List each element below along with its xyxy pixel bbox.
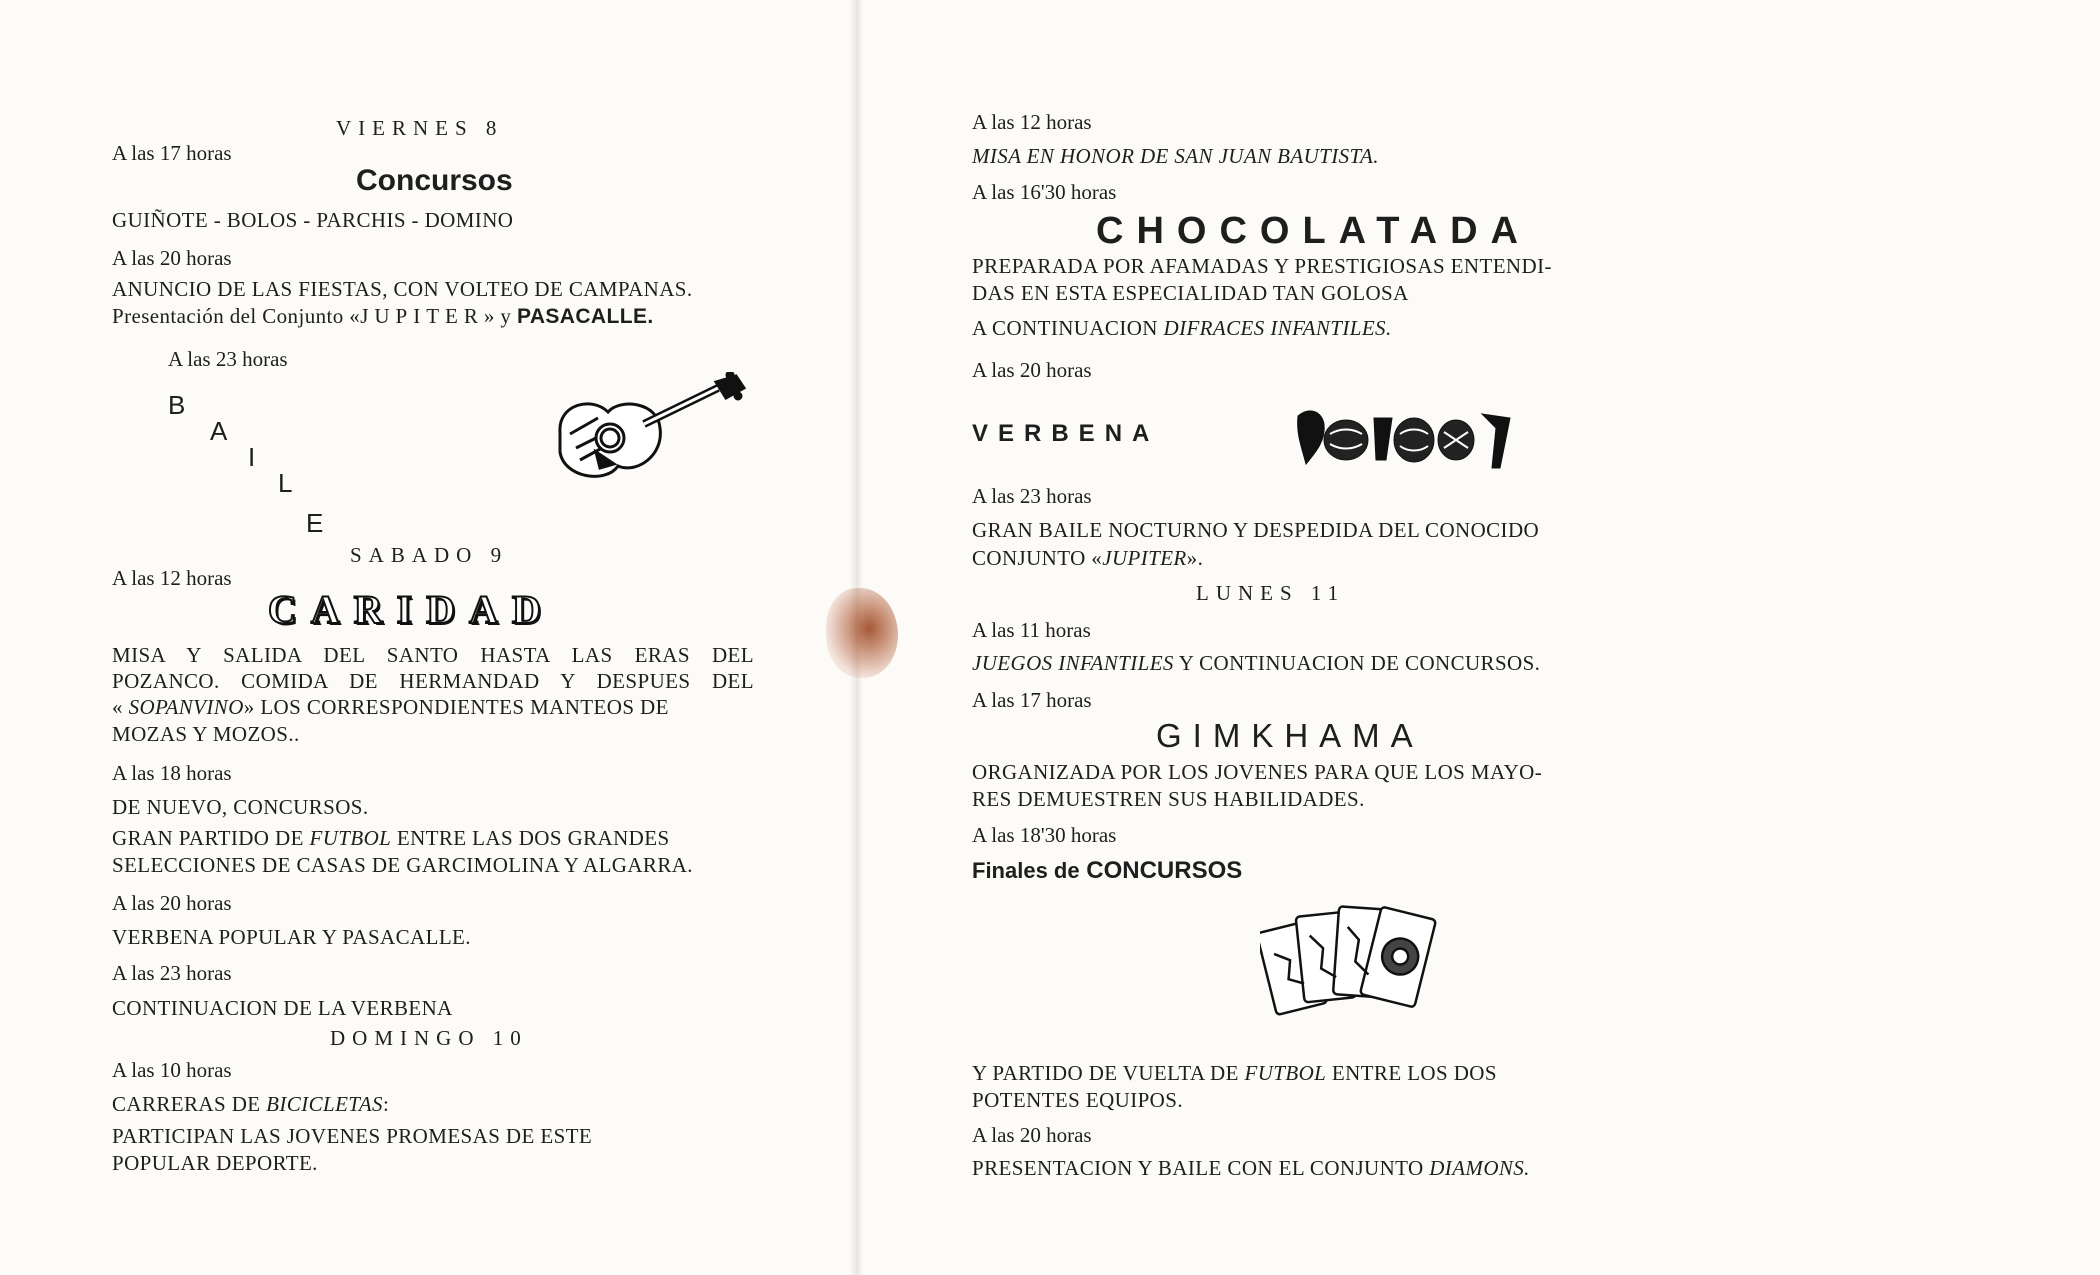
time-label: A las 20 horas [112,891,232,915]
gran-baile-text-line: GRAN BAILE NOCTURNO Y DESPEDIDA DEL CONOCIDO [972,518,1540,542]
vuelta-suffix: ENTRE LOS DOS [1331,1061,1497,1085]
gimkhama-heading: GIMKHAMA [1156,717,1424,754]
manteos-text: » LOS CORRESPONDIENTES MANTEOS DE [243,695,669,719]
time-label: A las 23 horas [168,347,288,371]
misa-text-line [112,697,754,718]
presentacion-prefix: Presentación del Conjunto « [112,304,361,328]
partido-text-line [112,828,670,849]
verbena-popular-text: VERBENA POPULAR Y PASACALLE. [112,925,471,949]
time-label: A las 18 horas [112,761,232,785]
time-label: A las 23 horas [972,484,1092,508]
pasacalle-text: PASACALLE. [516,305,654,328]
presentacion-text [112,306,654,327]
day-heading-lunes: LUNES 11 [1196,581,1346,605]
participan-text-line: PARTICIPAN LAS JOVENES PROMESAS DE ESTE [112,1124,593,1148]
baile-letter: E [306,508,324,538]
anuncio-text: ANUNCIO DE LAS FIESTAS, CON VOLTEO DE CAMPANAS. [112,277,693,301]
diamons-text: DIAMONS. [1429,1156,1530,1180]
time-label: A las 11 horas [972,618,1091,642]
baile-letter: I [248,442,256,472]
vuelta-text-line: POTENTES EQUIPOS. [972,1088,1183,1112]
gran-baile-text-line [972,548,1203,569]
baile-letter: A [210,416,228,446]
left-page [0,0,852,1275]
time-label: A las 20 horas [112,246,232,270]
games-list: GUIÑOTE - BOLOS - PARCHIS - DOMINO [112,208,514,232]
time-label: A las 16'30 horas [972,180,1117,204]
juegos-text [972,653,1540,674]
preparada-text-line: DAS EN ESTA ESPECIALIDAD TAN GOLOSA [972,281,1409,305]
continuacion-disfraces-text [972,318,1392,339]
vuelta-text-line [972,1063,1497,1084]
day-heading-domingo: DOMINGO 10 [330,1026,528,1050]
ornament-illustration [1296,404,1512,474]
finales-prefix: Finales de [972,858,1080,883]
presentacion-mid: » y [483,304,512,328]
misa-honor-text: MISA EN HONOR DE SAN JUAN BAUTISTA. [972,144,1379,168]
time-label: A las 20 horas [972,1123,1092,1147]
nuevo-concursos-text: DE NUEVO, CONCURSOS. [112,795,369,819]
time-label: A las 17 horas [972,688,1092,712]
time-label: A las 18'30 horas [972,823,1117,847]
guitar-illustration [540,372,750,500]
presentacion-diamons-text [972,1158,1530,1179]
organizada-text-line: ORGANIZADA POR LOS JOVENES PARA QUE LOS MAYO- [972,760,1543,784]
misa-text-line: POZANCO. COMIDA DE HERMANDAD Y DESPUES DEL [112,669,754,693]
futbol-text: FUTBOL [309,826,392,850]
day-heading-sabado: SABADO 9 [350,543,509,567]
quote-close: ». [1186,546,1204,570]
carreras-prefix: CARRERAS DE [112,1092,261,1116]
time-label: A las 17 horas [112,141,232,165]
juegos-suffix: Y CONTINUACION DE CONCURSOS. [1178,651,1541,675]
juegos-infantiles-text: JUEGOS INFANTILES [972,651,1174,675]
caridad-heading: CARIDAD [268,587,555,632]
misa-text-line: MOZAS Y MOZOS.. [112,722,300,746]
vuelta-prefix: Y PARTIDO DE VUELTA DE [972,1061,1239,1085]
organizada-text-line: RES DEMUESTREN SUS HABILIDADES. [972,787,1365,811]
finales-heading [972,859,1242,883]
misa-text-line: MISA Y SALIDA DEL SANTO HASTA LAS ERAS DEL [112,643,754,667]
concursos-word: CONCURSOS [1086,857,1243,884]
baile-letter: B [168,390,186,420]
chocolatada-heading: CHOCOLATADA [1096,210,1531,252]
quote-open: « [112,695,123,719]
futbol-text: FUTBOL [1244,1061,1327,1085]
colon: : [382,1092,390,1116]
partido-text-line: SELECCIONES DE CASAS DE GARCIMOLINA Y ALGARRA. [112,853,693,877]
verbena-heading: VERBENA [972,420,1160,447]
sopanvino-text: SOPANVINO [128,695,244,719]
time-label: A las 23 horas [112,961,232,985]
time-label: A las 12 horas [112,566,232,590]
continuacion-prefix: A CONTINUACION [972,316,1158,340]
time-label: A las 12 horas [972,110,1092,134]
jupiter-name: JUPITER [1102,546,1187,570]
playing-cards-illustration [1260,900,1464,1028]
time-label: A las 10 horas [112,1058,232,1082]
partido-suffix: ENTRE LAS DOS GRANDES [396,826,670,850]
right-page [860,0,2100,1275]
continuacion-verbena-text: CONTINUACION DE LA VERBENA [112,996,453,1020]
concursos-heading: Concursos [356,164,513,197]
preparada-text-line: PREPARADA POR AFAMADAS Y PRESTIGIOSAS ENTENDI- [972,254,1552,278]
time-label: A las 20 horas [972,358,1092,382]
presentacion-prefix: PRESENTACION Y BAILE CON EL CONJUNTO [972,1156,1424,1180]
conjunto-prefix: CONJUNTO « [972,546,1103,570]
baile-letter: L [278,468,293,498]
jupiter-name: JUPITER [360,304,484,328]
participan-text-line: POPULAR DEPORTE. [112,1151,318,1175]
partido-prefix: GRAN PARTIDO DE [112,826,304,850]
bicicletas-text: BICICLETAS [266,1092,383,1116]
difraces-text: DIFRACES INFANTILES. [1163,316,1392,340]
day-heading-viernes: VIERNES 8 [336,116,504,140]
carreras-text [112,1094,389,1115]
